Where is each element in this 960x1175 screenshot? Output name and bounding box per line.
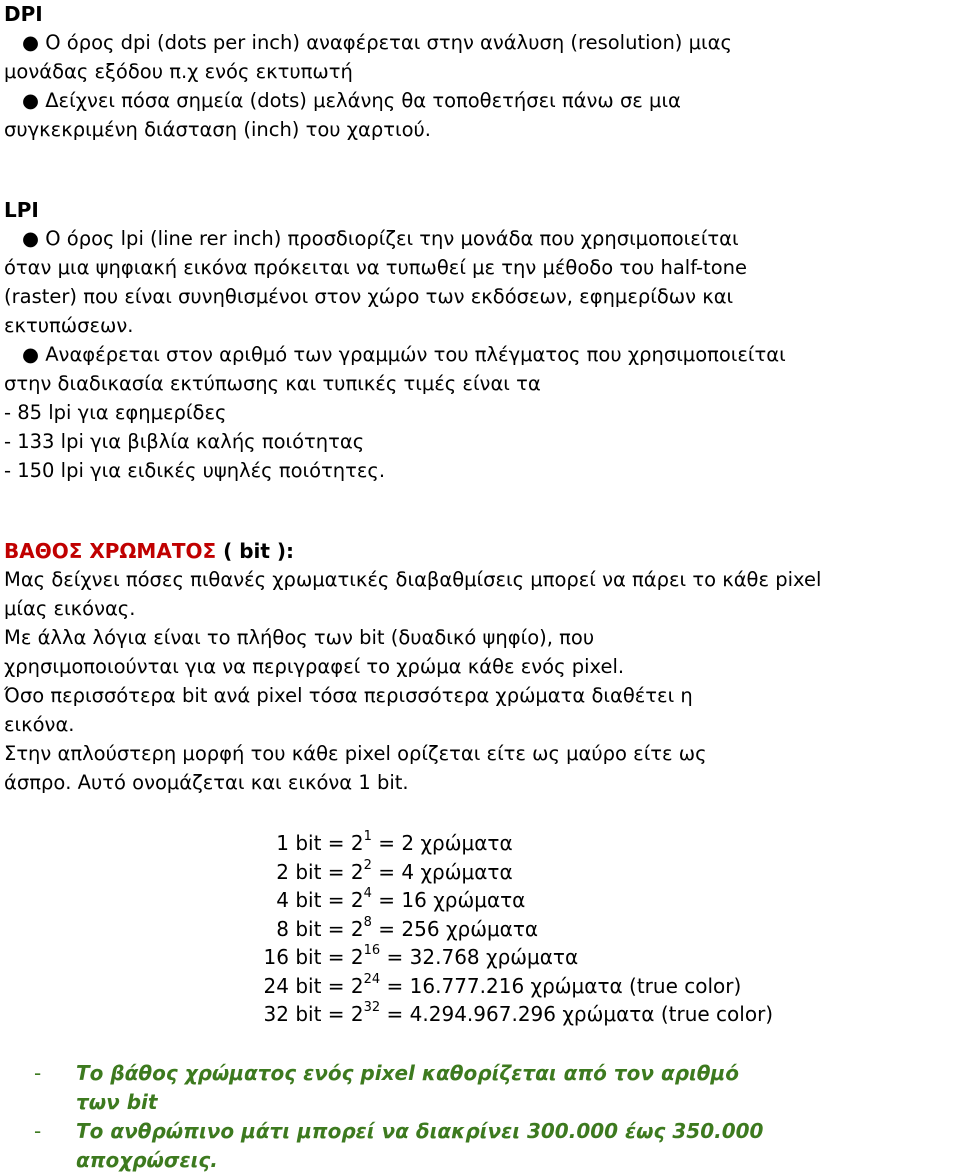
formula-bits: 4 (276, 888, 289, 912)
bit-formula (260, 943, 960, 972)
color-depth-line: Όσο περισσότερα bit ανά pixel τόσα περισσότερα χρώματα διαθέτει η (4, 684, 693, 707)
formula-base: bit = 2 (289, 859, 364, 884)
formula-bits: 32 (263, 1002, 289, 1026)
dpi-section (4, 0, 960, 144)
bit-formula-list (260, 829, 960, 1029)
lpi-line: - 85 lpi για εφημερίδες (4, 401, 227, 424)
color-depth-line: Με άλλα λόγια είναι το πλήθος των bit (δυαδικό ψηφίο), που (4, 626, 595, 649)
note-dash: - (34, 1118, 42, 1143)
formula-exponent: 1 (363, 829, 372, 845)
dpi-heading: DPI (4, 2, 43, 26)
note-item (4, 1117, 960, 1175)
document-page (4, 0, 960, 1175)
formula-base: bit = 2 (289, 831, 364, 855)
note-line: Το βάθος χρώματος ενός pixel καθορίζεται από τον αριθμό (76, 1060, 739, 1085)
bit-formula (260, 858, 960, 887)
formula-bits: 24 (263, 973, 289, 998)
formula-result: = 16 χρώματα (371, 888, 526, 912)
bit-formula (260, 915, 960, 944)
color-depth-heading-red: ΒΑΘΟΣ ΧΡΩΜΑΤΟΣ (4, 539, 217, 563)
lpi-line: όταν μια ψηφιακή εικόνα πρόκειται να τυπωθεί με την μέθοδο του half-tone (4, 256, 747, 279)
formula-bits: 16 (263, 945, 289, 969)
formula-bits: 1 (276, 831, 289, 855)
lpi-section (4, 196, 960, 485)
formula-result: = 4.294.967.296 χρώματα (true color) (380, 1002, 774, 1026)
formula-exponent: 32 (363, 1000, 381, 1016)
formula-bits: 8 (276, 916, 289, 941)
section-spacer (4, 485, 960, 537)
section-spacer (4, 144, 960, 196)
lpi-line: (raster) που είναι συνηθισμένοι στον χώρο των εκδόσεων, εφημερίδων και (4, 285, 734, 308)
formula-exponent: 2 (363, 857, 372, 873)
note-item (4, 1059, 960, 1117)
dpi-line: ● Δείχνει πόσα σημεία (dots) μελάνης θα τοποθετήσει πάνω σε μια (22, 89, 681, 112)
formula-base: bit = 2 (289, 945, 364, 969)
formula-result: = 16.777.216 χρώματα (true color) (380, 973, 742, 998)
lpi-line: ● Ο όρος lpi (line rer inch) προσδιορίζει την μονάδα που χρησιμοποιείται (22, 227, 739, 250)
lpi-line: ● Αναφέρεται στον αριθμό των γραμμών του πλέγματος που χρησιμοποιείται (22, 343, 786, 366)
lpi-heading: LPI (4, 198, 39, 222)
color-depth-line: Στην απλούστερη μορφή του κάθε pixel ορίζεται είτε ως μαύρο είτε ως (4, 742, 707, 765)
formula-bits: 2 (276, 859, 289, 884)
formula-result: = 256 χρώματα (371, 916, 539, 941)
formula-base: bit = 2 (289, 888, 364, 912)
note-dash: - (34, 1060, 42, 1085)
color-depth-line: Μας δείχνει πόσες πιθανές χρωματικές διαβαθμίσεις μπορεί να πάρει το κάθε pixel (4, 568, 822, 591)
notes-list (4, 1059, 960, 1175)
formula-result: = 4 χρώματα (371, 859, 513, 884)
color-depth-heading-unit: ( bit ): (216, 539, 295, 563)
formula-exponent: 8 (363, 914, 372, 930)
dpi-line: μονάδας εξόδου π.χ ενός εκτυπωτή (4, 60, 353, 83)
formula-base: bit = 2 (289, 916, 364, 941)
note-line: Το ανθρώπινο μάτι μπορεί να διακρίνει 300.000 έως 350.000 (76, 1118, 764, 1143)
color-depth-line: μίας εικόνας. (4, 597, 136, 620)
formula-base: bit = 2 (289, 1002, 364, 1026)
formula-exponent: 24 (363, 971, 381, 987)
lpi-line: - 133 lpi για βιβλία καλής ποιότητας (4, 430, 365, 453)
bit-formula (260, 972, 960, 1001)
lpi-line: στην διαδικασία εκτύπωσης και τυπικές τιμές είναι τα (4, 372, 541, 395)
color-depth-line: εικόνα. (4, 713, 75, 736)
color-depth-heading (4, 537, 960, 565)
dpi-line: συγκεκριμένη διάσταση (inch) του χαρτιού. (4, 118, 432, 141)
formula-exponent: 4 (363, 886, 372, 902)
bit-formula (260, 1000, 960, 1029)
dpi-line: ● Ο όρος dpi (dots per inch) αναφέρεται στην ανάλυση (resolution) μιας (22, 31, 732, 54)
formula-base: bit = 2 (289, 973, 364, 998)
formula-result: = 2 χρώματα (371, 831, 513, 855)
color-depth-line: άσπρο. Αυτό ονομάζεται και εικόνα 1 bit. (4, 771, 409, 794)
note-line: αποχρώσεις. (76, 1147, 218, 1172)
lpi-line: - 150 lpi για ειδικές υψηλές ποιότητες. (4, 459, 386, 482)
color-depth-line: χρησιμοποιούνται για να περιγραφεί το χρώμα κάθε ενός pixel. (4, 655, 625, 678)
formula-exponent: 16 (363, 943, 381, 959)
formula-result: = 32.768 χρώματα (380, 945, 579, 969)
bit-formula (260, 829, 960, 858)
color-depth-section (4, 537, 960, 797)
bit-formula (260, 886, 960, 915)
note-line: των bit (76, 1089, 158, 1114)
lpi-line: εκτυπώσεων. (4, 314, 134, 337)
